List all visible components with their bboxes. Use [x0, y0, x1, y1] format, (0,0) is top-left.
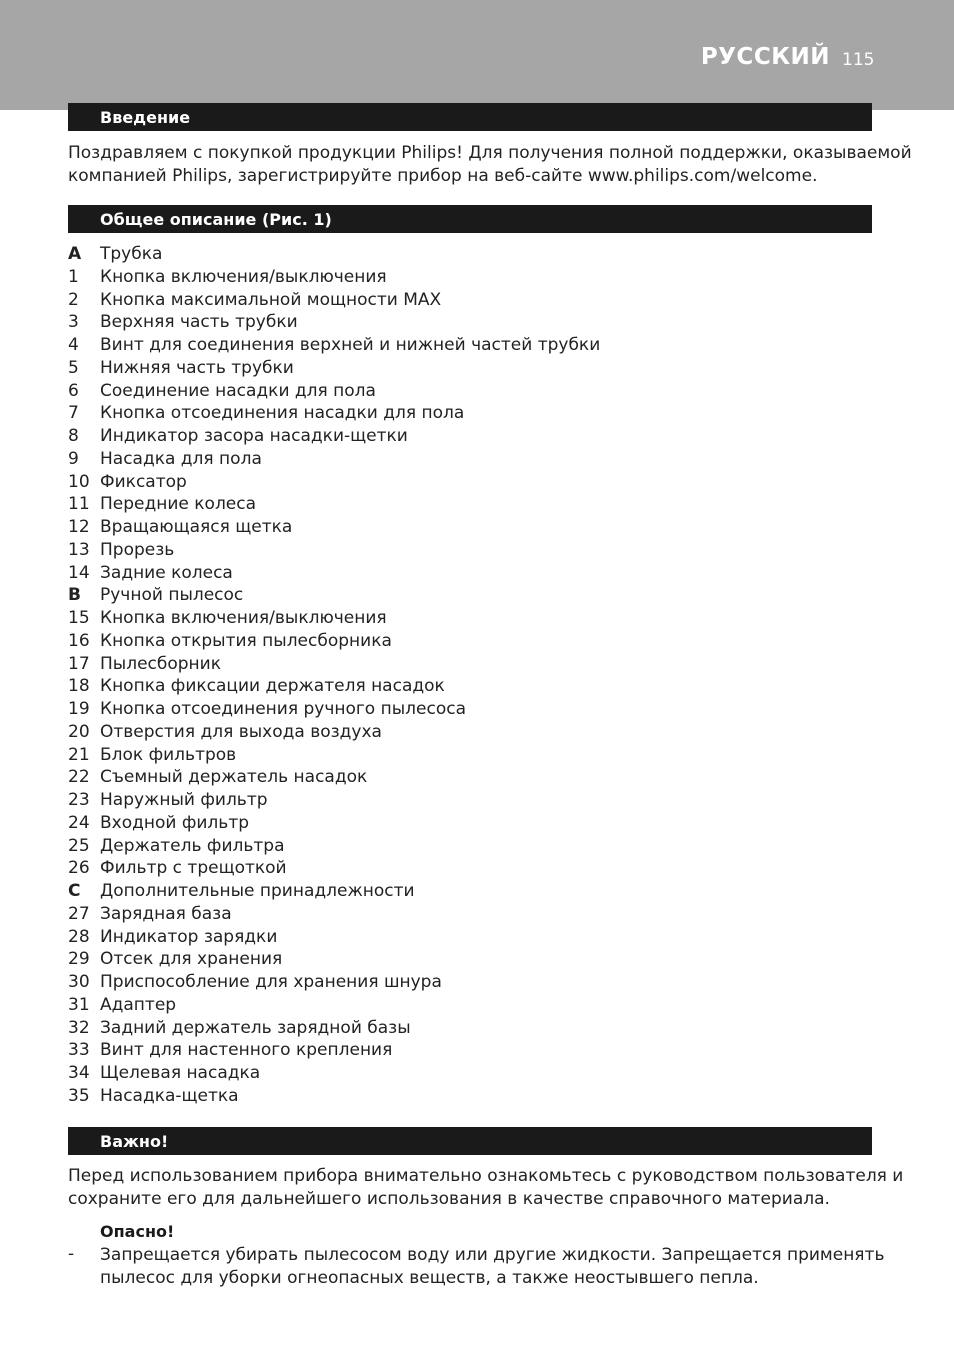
- list-item: [68, 766, 600, 789]
- item-number: 29: [68, 949, 90, 970]
- item-label: Кнопка максимальной мощности MAX: [100, 289, 442, 310]
- item-label: Отсек для хранения: [100, 949, 283, 970]
- item-number: 18: [68, 676, 90, 697]
- item-number: 10: [68, 471, 90, 492]
- item-number: 7: [68, 403, 79, 424]
- danger-heading: Опасно!: [100, 1222, 175, 1241]
- item-label: Задний держатель зарядной базы: [100, 1017, 411, 1038]
- item-label: Приспособление для хранения шнура: [100, 972, 442, 992]
- section-header-important: [68, 1127, 872, 1155]
- item-label: Адаптер: [100, 994, 177, 1015]
- intro-line: Поздравляем с покупкой продукции Philips! Для получения полной поддержки, оказываемой: [68, 143, 912, 163]
- item-number: 20: [68, 721, 90, 742]
- item-label: Трубка: [100, 244, 163, 264]
- item-number: 23: [68, 790, 90, 810]
- list-item: [68, 903, 600, 926]
- section-title-intro: Введение: [100, 108, 191, 127]
- list-item: [68, 471, 600, 494]
- item-label: Индикатор зарядки: [100, 926, 278, 947]
- important-paragraph: [68, 1165, 904, 1210]
- item-label: Фильтр с трещоткой: [100, 858, 287, 879]
- list-item: [68, 994, 600, 1017]
- item-label: Задние колеса: [100, 562, 233, 583]
- item-number: 9: [68, 448, 79, 469]
- item-number: 32: [68, 1017, 90, 1038]
- list-item: [68, 1062, 600, 1085]
- list-item: [68, 562, 600, 585]
- list-item: [68, 789, 600, 812]
- language-label: РУССКИЙ: [700, 44, 830, 70]
- list-group-heading: [68, 243, 600, 266]
- item-number: 31: [68, 994, 90, 1015]
- item-label: Фиксатор: [100, 471, 187, 492]
- item-label: Насадка для пола: [100, 448, 262, 469]
- list-group-heading: [68, 880, 600, 903]
- item-label: Нижняя часть трубки: [100, 357, 294, 378]
- list-item: [68, 493, 600, 516]
- item-number: 22: [68, 767, 90, 788]
- item-number: 26: [68, 858, 90, 879]
- item-number: 17: [68, 653, 90, 674]
- list-item: [68, 516, 600, 539]
- item-number: 30: [68, 972, 90, 992]
- section-header-intro: [68, 103, 872, 131]
- item-label: Вращающаяся щетка: [100, 517, 293, 537]
- list-item: [68, 835, 600, 858]
- list-item: [68, 857, 600, 880]
- list-item: [68, 1017, 600, 1040]
- important-line: Перед использованием прибора внимательно ознакомьтесь с руководством пользователя и: [68, 1166, 904, 1186]
- page-number: 115: [842, 50, 875, 70]
- list-item: [68, 1085, 600, 1108]
- section-title-important: Важно!: [100, 1132, 169, 1151]
- item-number: 2: [68, 289, 79, 310]
- item-label: Щелевая насадка: [100, 1063, 261, 1083]
- item-number: 1: [68, 266, 79, 287]
- list-item: [68, 698, 600, 721]
- list-item: [68, 721, 600, 744]
- list-item: [68, 289, 600, 312]
- intro-paragraph: [68, 142, 912, 187]
- item-label: Винт для настенного крепления: [100, 1040, 393, 1061]
- item-number: C: [68, 881, 81, 901]
- list-item: [68, 425, 600, 448]
- item-number: 28: [68, 926, 90, 947]
- item-number: 33: [68, 1040, 90, 1061]
- item-number: 11: [68, 494, 90, 515]
- list-item: [68, 744, 600, 767]
- list-item: [68, 334, 600, 357]
- list-item: [68, 1039, 600, 1062]
- item-label: Кнопка открытия пылесборника: [100, 630, 392, 651]
- list-item: [68, 812, 600, 835]
- item-label: Наружный фильтр: [100, 790, 268, 810]
- important-line: сохраните его для дальнейшего использования в качестве справочного материала.: [68, 1188, 830, 1209]
- list-item: [68, 971, 600, 994]
- item-number: 21: [68, 744, 90, 765]
- list-item: [68, 948, 600, 971]
- list-item: [68, 630, 600, 653]
- item-number: 25: [68, 835, 90, 856]
- item-number: 13: [68, 539, 90, 560]
- bullet-line: Запрещается убирать пылесосом воду или другие жидкости. Запрещается применять: [100, 1245, 885, 1265]
- item-label: Верхняя часть трубки: [100, 312, 298, 333]
- danger-bullet-text: [100, 1244, 885, 1289]
- item-label: Кнопка отсоединения насадки для пола: [100, 403, 465, 424]
- item-label: Пылесборник: [100, 653, 221, 674]
- item-label: Кнопка включения/выключения: [100, 608, 387, 628]
- item-number: A: [68, 244, 82, 264]
- list-item: [68, 926, 600, 949]
- item-number: B: [68, 585, 81, 606]
- item-number: 19: [68, 699, 90, 719]
- item-number: 15: [68, 608, 90, 628]
- item-label: Кнопка включения/выключения: [100, 266, 387, 287]
- item-number: 16: [68, 630, 90, 651]
- item-label: Съемный держатель насадок: [100, 767, 368, 788]
- list-item: [68, 539, 600, 562]
- list-item: [68, 380, 600, 403]
- bullet-line: пылесос для уборки огнеопасных веществ, а также неостывшего пепла.: [100, 1267, 759, 1288]
- item-number: 8: [68, 426, 79, 446]
- item-label: Кнопка фиксации держателя насадок: [100, 676, 445, 697]
- item-label: Дополнительные принадлежности: [100, 881, 415, 901]
- item-number: 5: [68, 357, 79, 378]
- list-item: [68, 402, 600, 425]
- item-number: 12: [68, 517, 90, 537]
- section-header-general: [68, 205, 872, 233]
- item-number: 24: [68, 812, 90, 833]
- parts-list: [68, 243, 600, 1108]
- item-label: Винт для соединения верхней и нижней частей трубки: [100, 335, 601, 355]
- item-label: Входной фильтр: [100, 812, 250, 833]
- item-number: 14: [68, 562, 90, 583]
- bullet-marker: -: [68, 1244, 75, 1264]
- list-group-heading: [68, 584, 600, 607]
- item-label: Насадка-щетка: [100, 1085, 239, 1106]
- item-label: Отверстия для выхода воздуха: [100, 721, 382, 742]
- item-label: Блок фильтров: [100, 744, 237, 765]
- item-number: 6: [68, 380, 79, 401]
- list-item: [68, 675, 600, 698]
- item-label: Кнопка отсоединения ручного пылесоса: [100, 699, 466, 719]
- list-item: [68, 357, 600, 380]
- item-label: Передние колеса: [100, 494, 257, 515]
- item-number: 35: [68, 1085, 90, 1106]
- list-item: [68, 448, 600, 471]
- item-label: Соединение насадки для пола: [100, 380, 376, 401]
- item-label: Прорезь: [100, 539, 175, 560]
- item-label: Держатель фильтра: [100, 835, 285, 856]
- list-item: [68, 607, 600, 630]
- item-number: 3: [68, 312, 79, 333]
- intro-line: компанией Philips, зарегистрируйте прибор на веб-сайте www.philips.com/welcome.: [68, 165, 818, 186]
- item-number: 27: [68, 903, 90, 924]
- section-title-general: Общее описание (Рис. 1): [100, 210, 332, 229]
- item-label: Ручной пылесос: [100, 585, 244, 606]
- list-item: [68, 653, 600, 676]
- item-number: 34: [68, 1063, 90, 1083]
- item-number: 4: [68, 335, 79, 355]
- list-item: [68, 311, 600, 334]
- item-label: Зарядная база: [100, 903, 232, 924]
- list-item: [68, 266, 600, 289]
- item-label: Индикатор засора насадки-щетки: [100, 426, 408, 446]
